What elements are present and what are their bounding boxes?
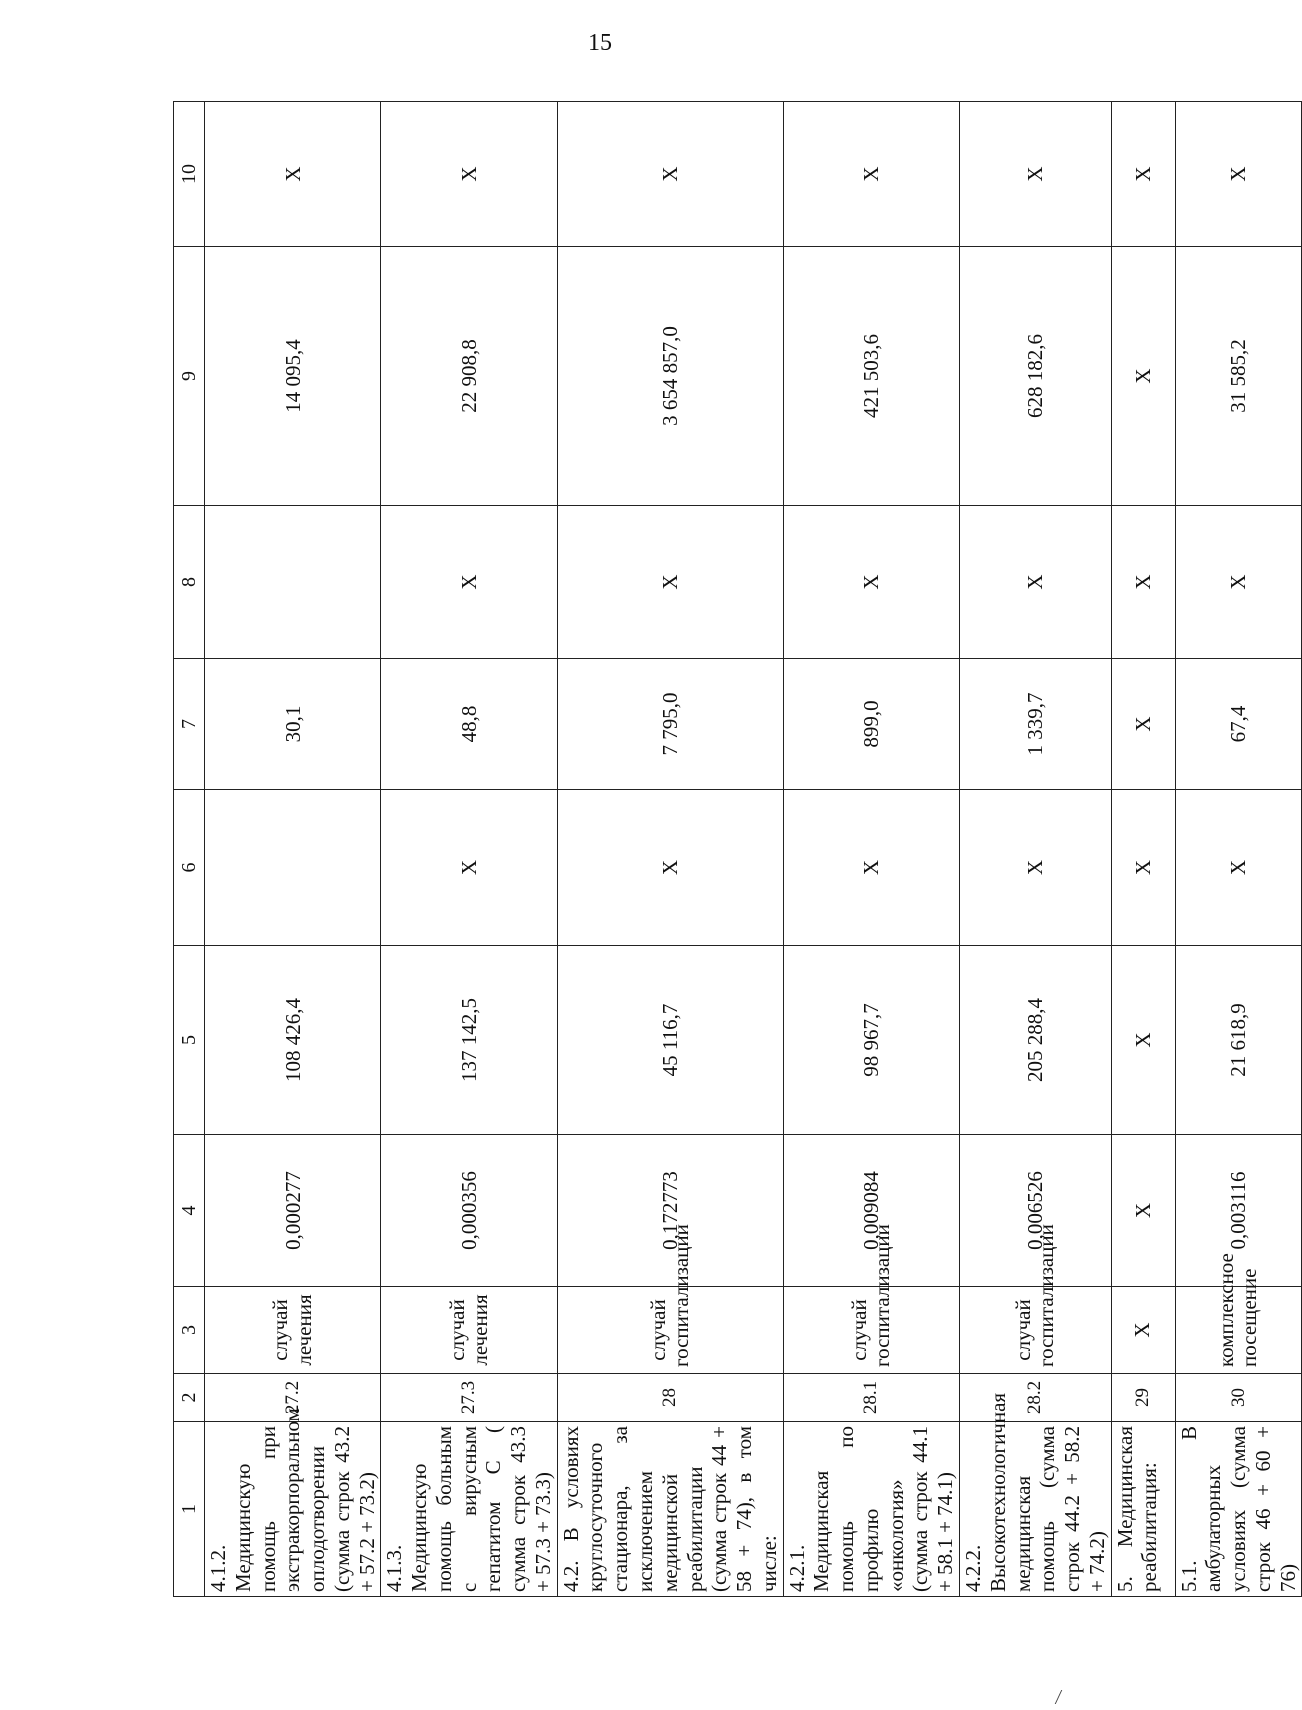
- row-cell-10: X: [959, 102, 1111, 247]
- row-line-number: 27.3: [381, 1374, 557, 1422]
- row-cell-5: 98 967,7: [783, 946, 959, 1135]
- row-cell-9: 14 095,4: [205, 247, 381, 506]
- row-cell-7: 899,0: [783, 659, 959, 790]
- row-cell-7: 1 339,7: [959, 659, 1111, 790]
- row-cell-6: X: [381, 790, 557, 946]
- row-cell-9: X: [1111, 247, 1175, 506]
- header-cell: 10: [174, 102, 205, 247]
- row-unit: случай госпитализации: [557, 1287, 783, 1374]
- row-cell-6: X: [1175, 790, 1302, 946]
- row-cell-4: 0,172773: [557, 1135, 783, 1287]
- table-row: [959, 102, 1111, 1597]
- row-cell-8: X: [959, 506, 1111, 659]
- data-table: [173, 101, 1302, 1597]
- row-cell-5: 21 618,9: [1175, 946, 1302, 1135]
- row-description: 5. Медицинская реабилитация:: [1111, 1422, 1175, 1597]
- row-line-number: 30: [1175, 1374, 1302, 1422]
- row-unit: случай госпитализации: [783, 1287, 959, 1374]
- row-cell-10: X: [783, 102, 959, 247]
- header-cell: 6: [174, 790, 205, 946]
- row-cell-5: 108 426,4: [205, 946, 381, 1135]
- row-cell-9: 31 585,2: [1175, 247, 1302, 506]
- header-cell: 4: [174, 1135, 205, 1287]
- row-cell-10: X: [205, 102, 381, 247]
- header-cell: 1: [174, 1422, 205, 1597]
- row-cell-6: X: [783, 790, 959, 946]
- row-cell-5: X: [1111, 946, 1175, 1135]
- row-cell-6: X: [959, 790, 1111, 946]
- scan-mark-decoration: [1047, 1690, 1063, 1704]
- row-cell-7: 67,4: [1175, 659, 1302, 790]
- row-description: 5.1. В амбулаторных условиях (сумма строк 46 + 60 + 76): [1175, 1422, 1302, 1597]
- row-cell-4: 0,000277: [205, 1135, 381, 1287]
- row-cell-5: 205 288,4: [959, 946, 1111, 1135]
- row-line-number: 28.2: [959, 1374, 1111, 1422]
- row-cell-4: 0,006526: [959, 1135, 1111, 1287]
- row-unit: случай госпитализации: [959, 1287, 1111, 1374]
- row-unit: комплексное посещение: [1175, 1287, 1302, 1374]
- row-cell-8: X: [381, 506, 557, 659]
- rotated-table-frame: [173, 102, 1300, 1597]
- table-row: [783, 102, 959, 1597]
- row-cell-8: X: [1175, 506, 1302, 659]
- header-cell: 7: [174, 659, 205, 790]
- row-cell-6: X: [1111, 790, 1175, 946]
- header-cell: 5: [174, 946, 205, 1135]
- row-description: 4.2.2. Высокотехнологичная медицинская помощь (сумма строк 44.2 + 58.2 + 74.2): [959, 1422, 1111, 1597]
- row-cell-8: X: [783, 506, 959, 659]
- row-cell-9: 3 654 857,0: [557, 247, 783, 506]
- row-line-number: 28: [557, 1374, 783, 1422]
- header-cell: 3: [174, 1287, 205, 1374]
- row-cell-8: [205, 506, 381, 659]
- table-row: [557, 102, 783, 1597]
- row-cell-4: 0,009084: [783, 1135, 959, 1287]
- row-cell-10: X: [1111, 102, 1175, 247]
- header-cell: 2: [174, 1374, 205, 1422]
- table-row: [1111, 102, 1175, 1597]
- row-cell-7: X: [1111, 659, 1175, 790]
- table-row: [381, 102, 557, 1597]
- row-cell-9: 628 182,6: [959, 247, 1111, 506]
- row-cell-8: X: [1111, 506, 1175, 659]
- row-cell-4: 0,000356: [381, 1135, 557, 1287]
- row-cell-9: 22 908,8: [381, 247, 557, 506]
- row-line-number: 27.2: [205, 1374, 381, 1422]
- row-unit: случай лечения: [381, 1287, 557, 1374]
- row-cell-10: X: [381, 102, 557, 247]
- row-unit: X: [1111, 1287, 1175, 1374]
- table-row: [1175, 102, 1302, 1597]
- row-cell-7: 7 795,0: [557, 659, 783, 790]
- row-cell-7: 30,1: [205, 659, 381, 790]
- row-cell-8: X: [557, 506, 783, 659]
- row-description: 4.2. В условиях круглосуточного стационара, за исключением медицинской реабилитации (сумма строк 44 + 58 + 74), в том числе:: [557, 1422, 783, 1597]
- row-cell-5: 45 116,7: [557, 946, 783, 1135]
- row-cell-7: 48,8: [381, 659, 557, 790]
- row-description: 4.1.3. Медицинскую помощь больным с вирусным гепатитом С ( сумма строк 43.3 + 57.3 + 73.3): [381, 1422, 557, 1597]
- table-row: [205, 102, 381, 1597]
- page-number: 15: [588, 30, 612, 56]
- row-cell-10: X: [1175, 102, 1302, 247]
- row-cell-9: 421 503,6: [783, 247, 959, 506]
- row-cell-5: 137 142,5: [381, 946, 557, 1135]
- row-line-number: 29: [1111, 1374, 1175, 1422]
- row-cell-4: 0,003116: [1175, 1135, 1302, 1287]
- row-description: 4.2.1. Медицинская помощь по профилю «онкология» (сумма строк 44.1 + 58.1 + 74.1): [783, 1422, 959, 1597]
- row-cell-6: X: [557, 790, 783, 946]
- row-cell-10: X: [557, 102, 783, 247]
- row-cell-4: X: [1111, 1135, 1175, 1287]
- row-description: 4.1.2. Медицинскую помощь при экстракорпоральном оплодотворении (сумма строк 43.2 + 57.2 + 73.2): [205, 1422, 381, 1597]
- header-cell: 9: [174, 247, 205, 506]
- row-unit: случай лечения: [205, 1287, 381, 1374]
- table-header-row: [174, 102, 205, 1597]
- row-cell-6: [205, 790, 381, 946]
- row-line-number: 28.1: [783, 1374, 959, 1422]
- header-cell: 8: [174, 506, 205, 659]
